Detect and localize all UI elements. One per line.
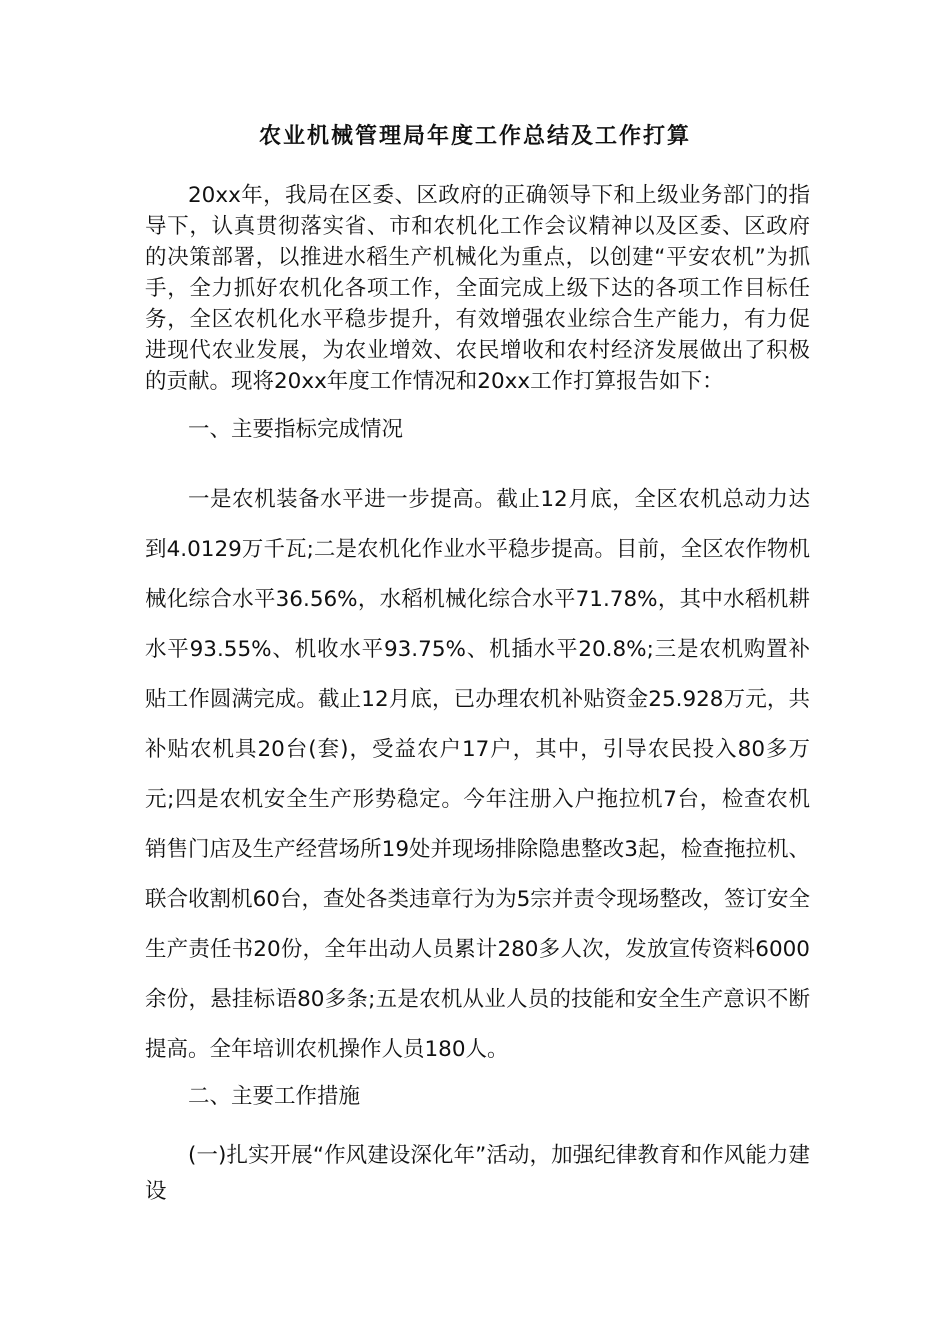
document-title: 农业机械管理局年度工作总结及工作打算 (258, 124, 691, 149)
subsection-heading-1: (一)扎实开展“作风建设深化年”活动，加强纪律教育和作风能力建设 (145, 1143, 810, 1204)
section-1-paragraph: 一是农机装备水平进一步提高。截止12月底，全区农机总动力达到4.0129万千瓦;二是农机化作业水平稳步提高。目前，全区农作物机械化综合水平36.56%，水稻机械化综合水平71.78%，其中水稻机耕水平93.55%、机收水平93.75%、机插水平20.8%;三是农机购置补贴工作圆满完成。截止12月底，已办理农机补贴资金25.928万元，共补贴农机具20台(套)，受益农户17户，其中，引导农民投入80多万元;四是农机安全生产形势稳定。今年注册入户拖拉机7台，检查农机销售门店及生产经营场所19处并现场排除隐患整改3起，检查拖拉机、联合收割机60台，查处各类违章行为为5宗并责令现场整改，签订安全生产责任书20份，全年出动人员累计280多人次，发放宣传资料6000余份，悬挂标语80多条;五是农机从业人员的技能和安全生产意识不断提高。全年培训农机操作人员180人。 (145, 487, 810, 1062)
section-heading-1: 一、主要指标完成情况 (188, 417, 404, 442)
intro-paragraph: 20xx年，我局在区委、区政府的正确领导下和上级业务部门的指导下，认真贯彻落实省、市和农机化工作会议精神以及区委、区政府的决策部署，以推进水稻生产机械化为重点，以创建“平安农机”为抓手，全力抓好农机化各项工作，全面完成上级下达的各项工作目标任务，全区农机化水平稳步提升，有效增强农业综合生产能力，有力促进现代农业发展，为农业增效、农民增收和农村经济发展做出了积极的贡献。现将20xx年度工作情况和20xx工作打算报告如下： (145, 183, 810, 394)
section-heading-2: 二、主要工作措施 (188, 1084, 361, 1109)
